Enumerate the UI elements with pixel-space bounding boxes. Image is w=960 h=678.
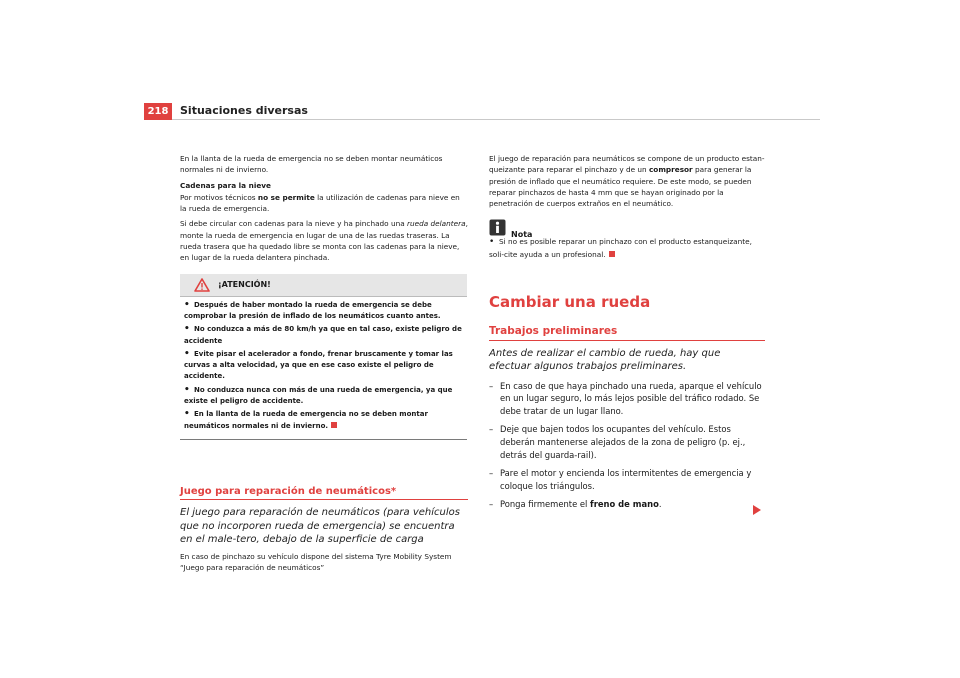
paragraph: En caso de pinchazo su vehículo dispone del sistema Tyre Mobility System “Juego para reparación de neumáticos” — [180, 551, 452, 573]
step-text: Pare el motor y encienda los intermitentes de emergencia y coloque los triángulos. — [500, 468, 752, 491]
left-column — [180, 153, 468, 577]
warning-text: En la llanta de la rueda de emergencia no se deben montar neumáticos normales ni de invierno. — [184, 410, 428, 430]
end-square-icon — [331, 422, 337, 428]
emphasis: no se permite — [257, 192, 315, 202]
step-text: Deje que bajen todos los ocupantes del vehículo. Estos deberán mantenerse alejados de la zona de peligro (p. ej., detrás del guarda-rail). — [500, 424, 746, 460]
section-intro: Antes de realizar el cambio de rueda, hay que efectuar algunos trabajos preliminares. — [489, 347, 721, 373]
section-title: Trabajos preliminares — [489, 326, 765, 340]
subheading-chains: Cadenas para la nieve — [180, 180, 271, 190]
text: . — [658, 499, 662, 510]
paragraph: En la llanta de la rueda de emergencia no se deben montar neumáticos normales ni de invierno. — [180, 154, 443, 175]
warning-list — [180, 297, 467, 439]
warning-text: No conduzca a más de 80 km/h ya que en tal caso, existe peligro de accidente — [184, 325, 462, 345]
note-text: • Si no es posible reparar un pinchazo con el producto estanqueizante, soli-cite ayuda a un profesional. — [489, 237, 752, 259]
text: Si no es posible reparar un pinchazo con el producto estanqueizante, soli-cite ayuda a un profesional. — [489, 237, 752, 259]
list-item: • No conduzca a más de 80 km/h ya que en tal caso, existe peligro de accidente — [184, 324, 462, 345]
list-item: – Deje que bajen todos los ocupantes del vehículo. Estos deberán mantenerse alejados de la zona de peligro (p. ej., detrás del guarda-rail). — [489, 424, 746, 460]
info-icon — [489, 219, 506, 236]
note-title: Nota — [511, 230, 533, 240]
list-item: – En caso de que haya pinchado una rueda, aparque el vehículo en un lugar seguro, lo más lejos posible del tráfico rodado. Se debe tratar de un lugar llano. — [489, 380, 762, 416]
warning-triangle-icon — [194, 278, 210, 292]
warning-box — [180, 274, 467, 440]
text: Si debe circular con cadenas para la nieve y ha pinchado una — [180, 219, 407, 229]
paragraph — [180, 192, 468, 215]
list-item: – Ponga firmemente el freno de mano. — [489, 499, 662, 510]
text: Por motivos técnicos — [180, 192, 258, 202]
note-box — [489, 219, 765, 260]
end-square-icon — [609, 251, 615, 257]
list-item: • Evite pisar el acelerador a fondo, frenar bruscamente y tomar las curvas a alta velocidad, ya que en ese caso existe el peligro de accidente. — [184, 348, 453, 381]
text: , monte la rueda de emergencia en lugar de una de las ruedas traseras. La rueda trasera que ha quedado libre se monta con las cadenas para la nieve, en lugar de la rueda delantera pinchada. — [180, 219, 468, 263]
paragraph — [180, 180, 468, 191]
emphasis: freno de mano — [590, 499, 659, 510]
running-header: Situaciones diversas — [180, 104, 308, 117]
page-number: 218 — [144, 103, 172, 120]
section-title: Juego para reparación de neumáticos* — [180, 486, 468, 500]
arrow-right-icon — [752, 505, 762, 515]
warning-text: Evite pisar el acelerador a fondo, frenar bruscamente y tomar las curvas a alta velocidad, ya que en ese caso existe el peligro de accidente. — [184, 349, 453, 381]
list-item: • Después de haber montado la rueda de emergencia se debe comprobar la presión de inflado de los neumáticos cuanto antes. — [184, 299, 441, 320]
chapter-title: Cambiar una rueda — [489, 293, 651, 312]
text: la utilización de cadenas para nieve en la rueda de emergencia. — [180, 192, 460, 214]
text: El juego de reparación para neumáticos se compone de un producto estan-queizante para reparar el pinchazo y de un — [489, 154, 765, 175]
warning-text: No conduzca nunca con más de una rueda de emergencia, ya que existe el peligro de accidente. — [184, 385, 453, 406]
section-intro: El juego para reparación de neumáticos (para vehículos que no incorporen rueda de emergencia) se encuentra en el male-tero, debajo de la superficie de carga — [180, 507, 460, 546]
list-item: – Pare el motor y encienda los intermitentes de emergencia y coloque los triángulos. — [489, 468, 752, 491]
text: para generar la presión de inflado que el neumático requiere. De este modo, se pueden reparar pinchazos de hasta 4 mm que se hayan originado por la penetración de cuerpos extraños en el neumático. — [489, 165, 752, 209]
list-item: • En la llanta de la rueda de emergencia no se deben montar neumáticos normales ni de invierno. — [184, 409, 428, 430]
paragraph — [180, 218, 468, 263]
emphasis: rueda delantera — [407, 219, 466, 229]
text: Ponga firmemente el — [500, 499, 591, 510]
steps-list — [489, 380, 765, 511]
emphasis: compresor — [648, 165, 693, 175]
paragraph — [489, 153, 765, 209]
warning-text: Después de haber montado la rueda de emergencia se debe comprobar la presión de inflado de los neumáticos cuanto antes. — [184, 300, 441, 320]
header-rule — [172, 119, 820, 120]
warning-header — [180, 274, 467, 297]
list-item: • No conduzca nunca con más de una rueda de emergencia, ya que existe el peligro de accidente. — [184, 384, 453, 406]
right-column — [489, 153, 765, 517]
warning-title: ¡ATENCIÓN! — [218, 279, 271, 289]
step-text: En caso de que haya pinchado una rueda, aparque el vehículo en un lugar seguro, lo más lejos posible del tráfico rodado. Se debe tratar de un lugar llano. — [500, 380, 762, 416]
